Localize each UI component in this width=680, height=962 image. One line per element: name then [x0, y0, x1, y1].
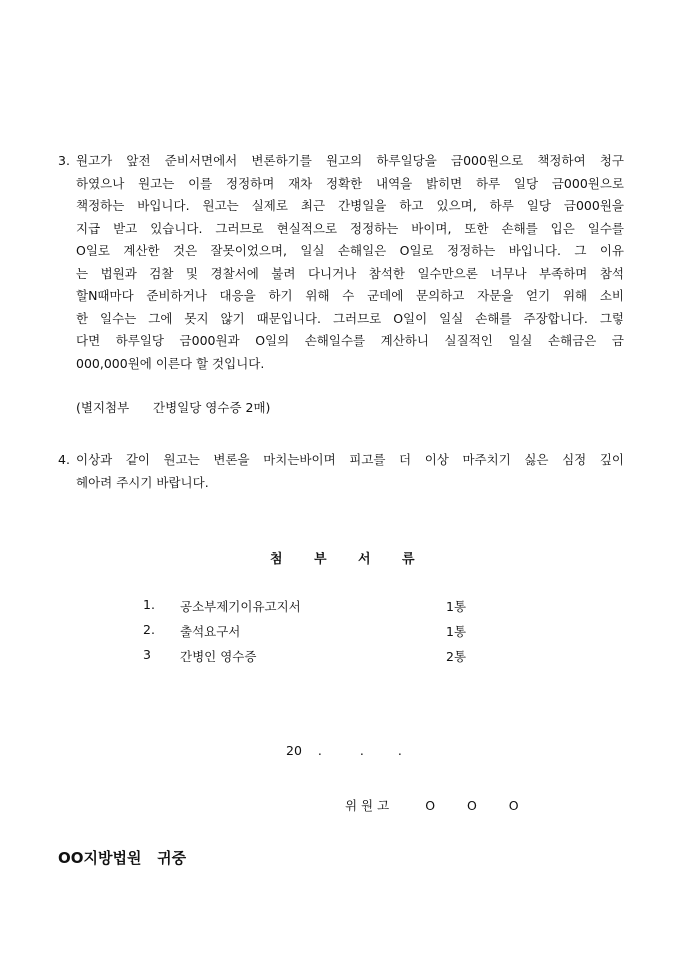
- paragraph-body: [76, 449, 624, 494]
- date-line: [286, 743, 402, 758]
- paragraph-line: O일로 계산한 것은 잘못이었으며, 일실 손해일은 O일로 정정하는 바입니다. 그 이유: [76, 243, 624, 258]
- paragraph-line: 할N때마다 준비하거나 대응을 하기 위해 수 군데에 문의하고 자문을 얻기 위해 소비: [76, 288, 624, 303]
- signature-line: [345, 796, 519, 814]
- paragraph-line: 책정하는 바입니다. 원고는 실제로 최근 간병일을 하고 있으며, 하루 일당 금000원을: [76, 198, 624, 213]
- paragraph-line: 하였으나 원고는 이를 정정하며 재차 정확한 내역을 밝히면 하루 일당 금000원으로: [76, 175, 624, 191]
- paragraph-4: [58, 449, 624, 494]
- attachment-item: [143, 597, 483, 622]
- paragraph-line: 이상과 같이 원고는 변론을 마치는바이며 피고를 더 이상 마주치기 싫은 심정 깊이: [76, 452, 624, 467]
- paragraph-line: 지급 받고 있습니다. 그러므로 현실적으로 정정하는 바이며, 또한 손해를 입은 일수를: [76, 220, 624, 236]
- paragraph-line: 헤아려 주시기 바랍니다.: [76, 474, 209, 490]
- attachment-number: 3: [143, 647, 151, 662]
- paragraph-line: 000,000원에 이른다 할 것입니다.: [76, 355, 265, 371]
- attachment-quantity: 2통: [446, 649, 467, 664]
- signer-name: O O O: [425, 798, 519, 813]
- date-year: 20: [286, 743, 302, 758]
- paragraph-line: 는 법원과 검찰 및 경찰서에 불려 다니거나 참석한 일수만으론 너무나 부족하며 참석: [76, 265, 624, 281]
- date-separator: .: [397, 743, 402, 758]
- attachment-note: (별지첨부 간병일당 영수증 2매): [76, 400, 271, 415]
- paragraph-number: 3.: [58, 153, 70, 168]
- court-addressee: OO지방법원 귀중: [58, 849, 187, 867]
- title-char: 류: [402, 552, 415, 567]
- attachments-list: [143, 597, 483, 672]
- paragraph-line: 한 일수는 그에 못지 않기 때문입니다. 그러므로 O일이 일실 손해를 주장합니다. 그렇: [76, 310, 624, 326]
- paragraph-line: 다면 하루일당 금000원과 O일의 손해일수를 계산하니 실질적인 일실 손해금은 금: [76, 333, 624, 348]
- title-char: 서: [358, 552, 371, 567]
- attachments-title: [270, 548, 446, 567]
- attachment-name: 출석요구서: [180, 624, 241, 639]
- attachment-item: [143, 647, 483, 672]
- date-separator: .: [359, 743, 364, 758]
- paragraph-body: [76, 150, 624, 375]
- attachment-quantity: 1통: [446, 624, 467, 639]
- title-char: 첨: [270, 552, 283, 567]
- title-char: 부: [314, 552, 327, 567]
- attachment-name: 공소부제기이유고지서: [180, 599, 301, 614]
- date-separator: .: [317, 743, 322, 758]
- paragraph-line: 원고가 앞전 준비서면에서 변론하기를 원고의 하루일당을 금000원으로 책정하여 청구: [76, 153, 624, 168]
- attachment-item: [143, 622, 483, 647]
- attachment-number: 1.: [143, 597, 155, 612]
- signer-label: 위 원 고: [345, 798, 390, 813]
- paragraph-number: 4.: [58, 452, 70, 467]
- attachment-name: 간병인 영수증: [180, 649, 257, 664]
- paragraph-3: [58, 150, 624, 375]
- attachment-number: 2.: [143, 622, 155, 637]
- attachment-quantity: 1통: [446, 599, 467, 614]
